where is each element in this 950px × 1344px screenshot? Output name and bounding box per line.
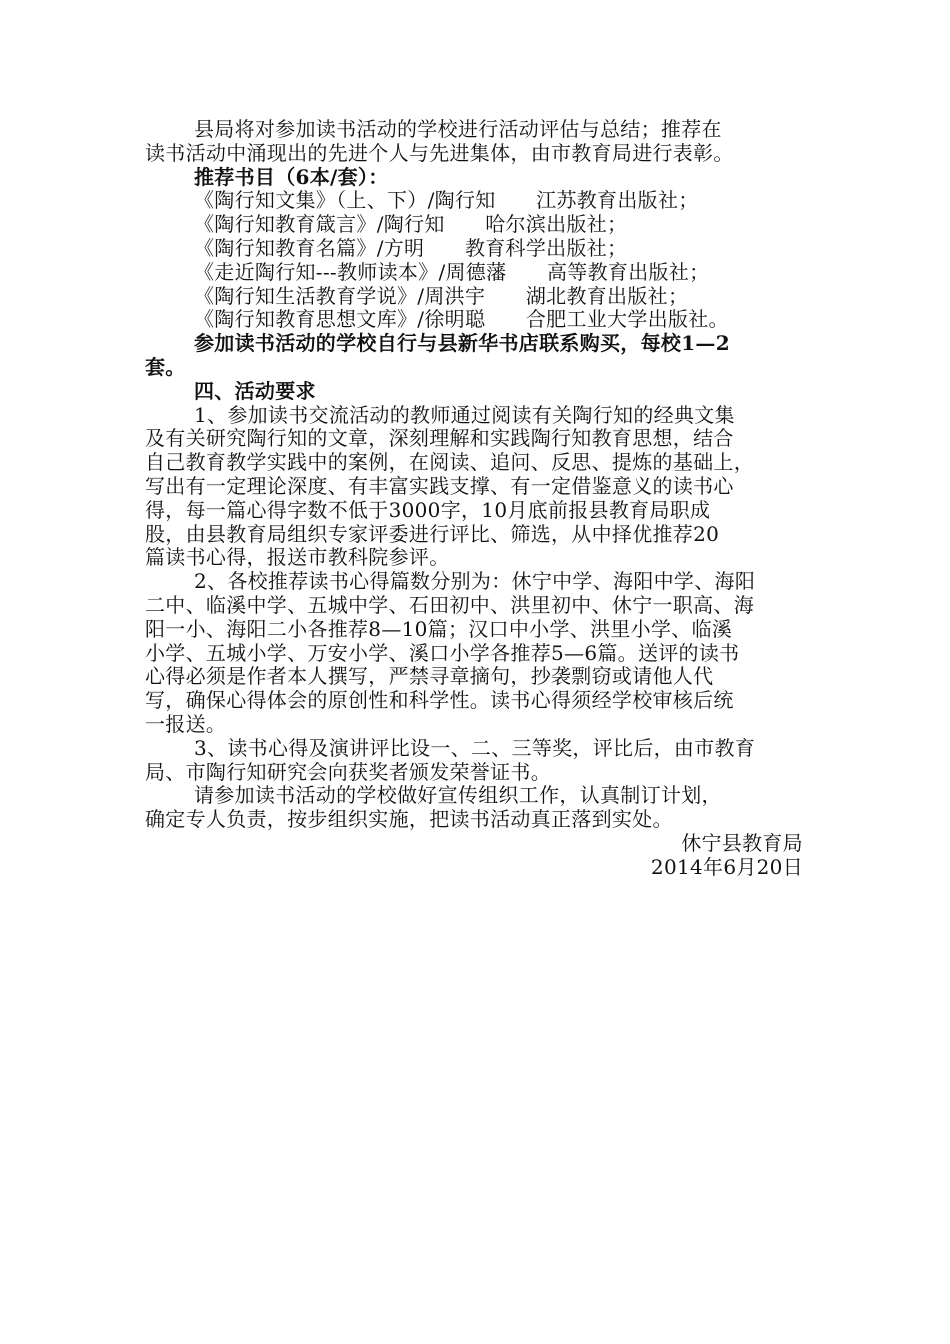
text-line: 县局将对参加读书活动的学校进行活动评估与总结；推荐在 <box>194 117 722 141</box>
text-line: 3、读书心得及演讲评比设一、二、三等奖，评比后，由市教育 <box>194 735 756 760</box>
text-line: 2、各校推荐读书心得篇数分别为：休宁中学、海阳中学、海阳 <box>194 569 756 594</box>
text-line: 一报送。 <box>145 711 227 736</box>
text-line: 局、市陶行知研究会向获奖者颁发荣誉证书。 <box>145 759 551 784</box>
book-item: 《走近陶行知---教师读本》/周德藩 高等教育出版社； <box>194 259 710 284</box>
document-page <box>145 118 805 880</box>
text-line: 写出有一定理论深度、有丰富实践支撑、有一定借鉴意义的读书心 <box>145 473 734 498</box>
text-line: 小学、五城小学、万安小学、溪口小学各推荐5—6篇。送评的读书 <box>145 640 740 665</box>
text-line: 股，由县教育局组织专家评委进行评比、筛选，从中择优推荐20 <box>145 521 720 546</box>
purchase-note: 参加读书活动的学校自行与县新华书店联系购买，每校1—2 <box>194 331 730 356</box>
text-line: 篇读书心得，报送市教科院参评。 <box>145 545 450 570</box>
book-item: 《陶行知生活教育学说》/周洪宇 湖北教育出版社； <box>194 283 689 308</box>
book-item: 《陶行知教育思想文库》/徐明聪 合肥工业大学出版社。 <box>194 307 729 332</box>
text-line: 自己教育教学实践中的案例，在阅读、追问、反思、提炼的基础上， <box>145 450 754 475</box>
signature-org: 休宁县教育局 <box>681 830 803 855</box>
book-item: 《陶行知教育名篇》/方明 教育科学出版社； <box>194 235 628 260</box>
text-line: 得，每一篇心得字数不低于3000字，10月底前报县教育局职成 <box>145 497 711 522</box>
text-line: 读书活动中涌现出的先进个人与先进集体，由市教育局进行表彰。 <box>145 140 734 165</box>
section-heading: 四、活动要求 <box>194 378 316 403</box>
section-heading: 推荐书目（6本/套）： <box>194 164 389 189</box>
signature-date: 2014年6月20日 <box>650 854 803 879</box>
book-item: 《陶行知文集》（上、下）/陶行知 江苏教育出版社； <box>194 188 699 213</box>
text-line: 确定专人负责，按步组织实施，把读书活动真正落到实处。 <box>145 807 673 832</box>
text-line: 写，确保心得体会的原创性和科学性。读书心得须经学校审核后统 <box>145 688 734 713</box>
book-item: 《陶行知教育箴言》/陶行知 哈尔滨出版社； <box>194 212 628 237</box>
text-line: 及有关研究陶行知的文章，深刻理解和实践陶行知教育思想，结合 <box>145 426 734 451</box>
text-line: 二中、临溪中学、五城中学、石田初中、洪里初中、休宁一职高、海 <box>145 592 754 617</box>
text-line: 1、参加读书交流活动的教师通过阅读有关陶行知的经典文集 <box>194 402 735 427</box>
text-line: 请参加读书活动的学校做好宣传组织工作，认真制订计划， <box>194 783 722 808</box>
text-line: 阳一小、海阳二小各推荐8—10篇；汉口中小学、洪里小学、临溪 <box>145 616 733 641</box>
purchase-note: 套。 <box>145 354 186 379</box>
text-line: 心得必须是作者本人撰写，严禁寻章摘句，抄袭剽窃或请他人代 <box>145 664 714 689</box>
